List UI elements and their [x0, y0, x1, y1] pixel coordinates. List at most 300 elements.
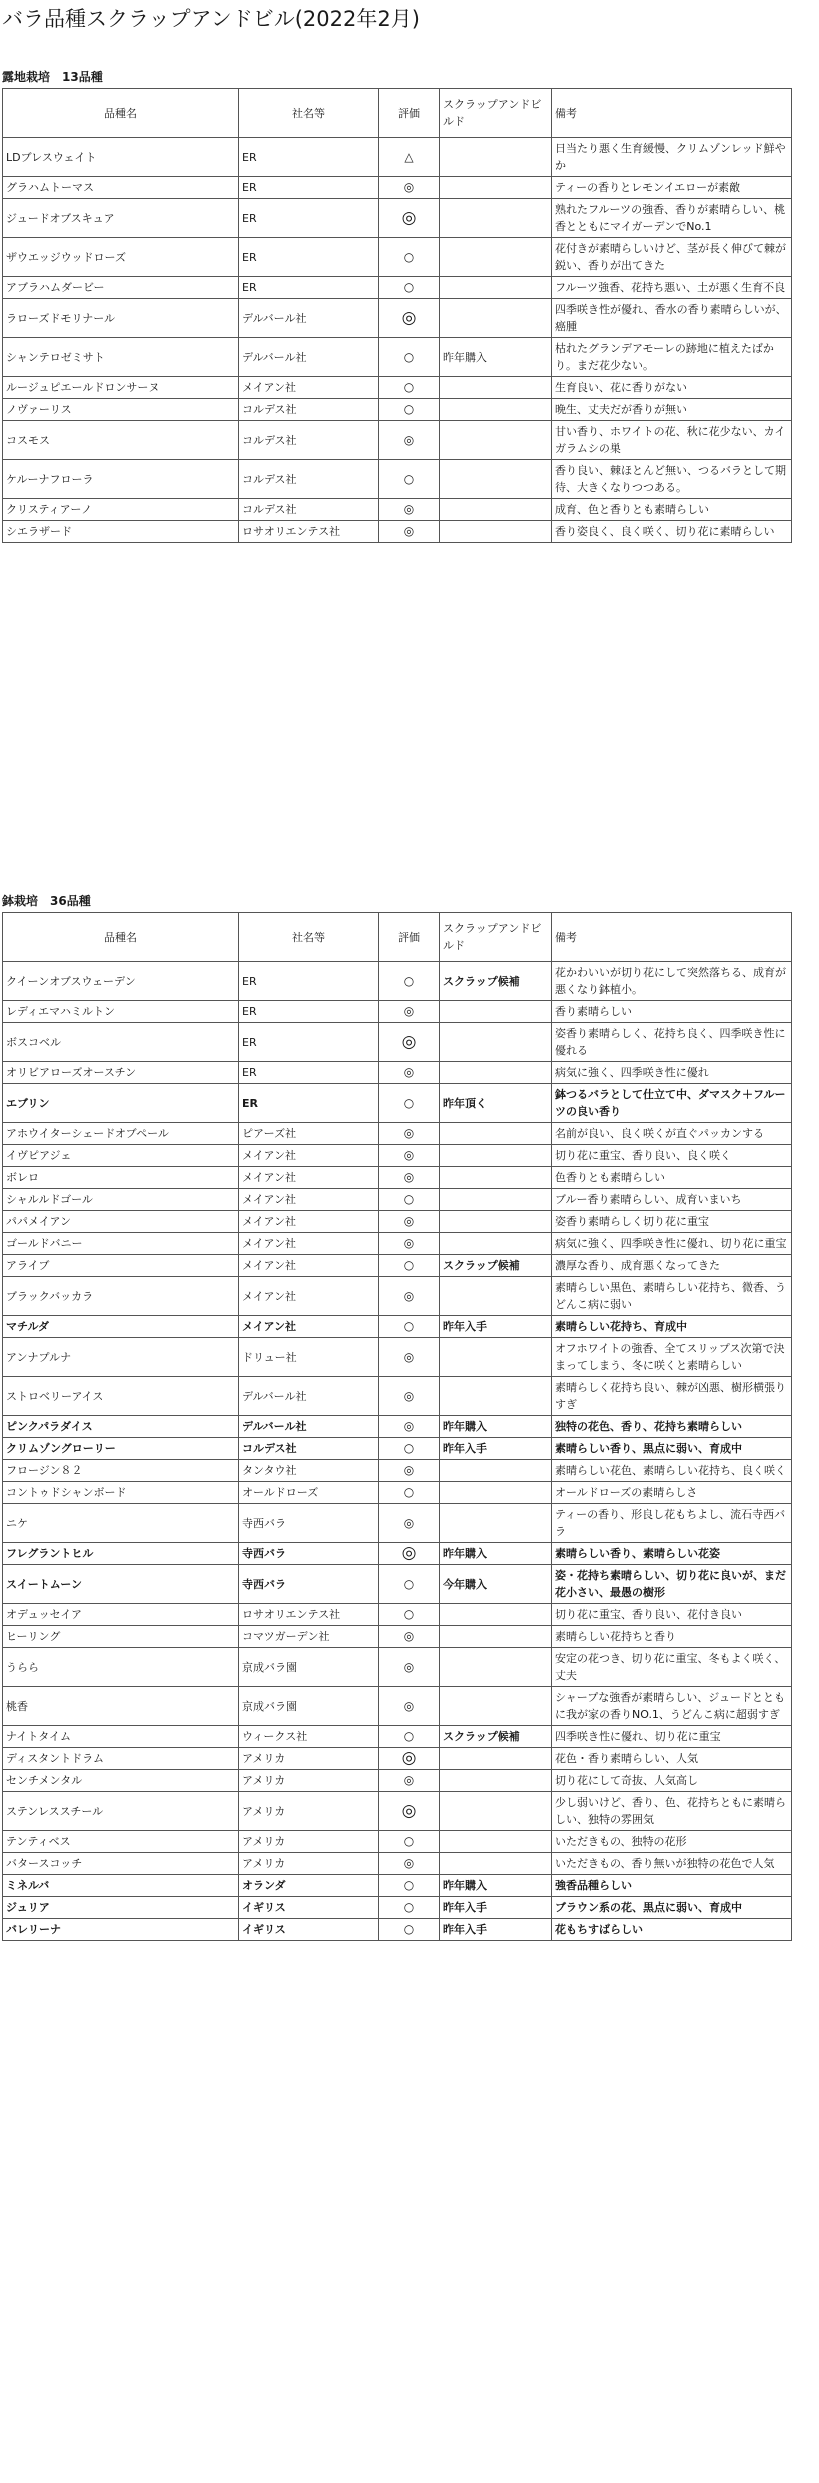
- rating-cell: ○: [379, 460, 440, 499]
- table-row: [3, 1648, 792, 1687]
- note-cell: ティーの香り、形良し花もちよし、流石寺西バラ: [552, 1504, 792, 1543]
- rating-cell: ◎: [379, 1648, 440, 1687]
- section-heading-outdoor: 露地栽培 13品種: [2, 70, 103, 84]
- note-cell: 素晴らしい花色、素晴らしい花持ち、良く咲く: [552, 1460, 792, 1482]
- note-cell: 濃厚な香り、成育悪くなってきた: [552, 1255, 792, 1277]
- rating-cell: ◎: [379, 1748, 440, 1770]
- table-row: [3, 421, 792, 460]
- table-row: [3, 1062, 792, 1084]
- outdoor-roses-table: [2, 88, 792, 543]
- variety-name-cell: コスモス: [3, 421, 239, 460]
- scrap-status-cell: [440, 1770, 552, 1792]
- company-cell: アメリカ: [239, 1748, 379, 1770]
- variety-name-cell: LDブレスウェイト: [3, 138, 239, 177]
- company-cell: コルデス社: [239, 421, 379, 460]
- company-cell: メイアン社: [239, 1189, 379, 1211]
- variety-name-cell: フレグラントヒル: [3, 1543, 239, 1565]
- company-cell: 京成バラ園: [239, 1648, 379, 1687]
- rating-cell: △: [379, 138, 440, 177]
- header-notes: 備考: [552, 89, 792, 138]
- rating-cell: ◎: [379, 1233, 440, 1255]
- table-row: [3, 1189, 792, 1211]
- variety-name-cell: アブラハムダービー: [3, 277, 239, 299]
- rating-cell: ◎: [379, 1792, 440, 1831]
- variety-name-cell: ゴールドバニー: [3, 1233, 239, 1255]
- header-rating: 評価: [379, 913, 440, 962]
- table-row: [3, 1316, 792, 1338]
- variety-name-cell: クリムゾングローリー: [3, 1438, 239, 1460]
- rating-cell: ◎: [379, 1167, 440, 1189]
- scrap-status-cell: 昨年頂く: [440, 1084, 552, 1123]
- table-row: [3, 1626, 792, 1648]
- scrap-status-cell: [440, 1023, 552, 1062]
- variety-name-cell: マチルダ: [3, 1316, 239, 1338]
- company-cell: タンタウ社: [239, 1460, 379, 1482]
- rating-cell: ◎: [379, 1338, 440, 1377]
- company-cell: コルデス社: [239, 460, 379, 499]
- table-row: [3, 177, 792, 199]
- variety-name-cell: テンティベス: [3, 1831, 239, 1853]
- variety-name-cell: ニケ: [3, 1504, 239, 1543]
- scrap-status-cell: [440, 1831, 552, 1853]
- note-cell: シャープな強香が素晴らしい、ジュードとともに我が家の香りNO.1、うどんこ病に超弱すぎ: [552, 1687, 792, 1726]
- table-row: [3, 138, 792, 177]
- variety-name-cell: シエラザード: [3, 521, 239, 543]
- company-cell: 寺西バラ: [239, 1565, 379, 1604]
- table-row: [3, 1726, 792, 1748]
- scrap-status-cell: [440, 277, 552, 299]
- scrap-status-cell: [440, 1853, 552, 1875]
- scrap-status-cell: 昨年入手: [440, 1316, 552, 1338]
- variety-name-cell: バタースコッチ: [3, 1853, 239, 1875]
- table-row: [3, 1123, 792, 1145]
- note-cell: ブラウン系の花、黒点に弱い、育成中: [552, 1897, 792, 1919]
- variety-name-cell: レディエマハミルトン: [3, 1001, 239, 1023]
- variety-name-cell: ケルーナフローラ: [3, 460, 239, 499]
- rating-cell: ◎: [379, 199, 440, 238]
- table-row: [3, 1853, 792, 1875]
- variety-name-cell: クリスティアーノ: [3, 499, 239, 521]
- table-row: [3, 1897, 792, 1919]
- rating-cell: ◎: [379, 421, 440, 460]
- table-row: [3, 238, 792, 277]
- scrap-status-cell: [440, 299, 552, 338]
- note-cell: 甘い香り、ホワイトの花、秋に花少ない、カイガラムシの巣: [552, 421, 792, 460]
- company-cell: オランダ: [239, 1875, 379, 1897]
- table-row: [3, 1438, 792, 1460]
- company-cell: ER: [239, 1001, 379, 1023]
- rating-cell: ◎: [379, 499, 440, 521]
- company-cell: ピアーズ社: [239, 1123, 379, 1145]
- note-cell: 熟れたフルーツの強香、香りが素晴らしい、桃香とともにマイガーデンでNo.1: [552, 199, 792, 238]
- variety-name-cell: ディスタントドラム: [3, 1748, 239, 1770]
- table-row: [3, 1023, 792, 1062]
- note-cell: 素晴らしく花持ち良い、棘が凶悪、樹形横張りすぎ: [552, 1377, 792, 1416]
- company-cell: イギリス: [239, 1897, 379, 1919]
- table-row: [3, 1145, 792, 1167]
- variety-name-cell: スイートムーン: [3, 1565, 239, 1604]
- note-cell: 香り姿良く、良く咲く、切り花に素晴らしい: [552, 521, 792, 543]
- note-cell: 香り良い、棘ほとんど無い、つるバラとして期待、大きくなりつつある。: [552, 460, 792, 499]
- table-row: [3, 277, 792, 299]
- company-cell: ER: [239, 277, 379, 299]
- rating-cell: ○: [379, 1316, 440, 1338]
- company-cell: デルバール社: [239, 1416, 379, 1438]
- company-cell: コルデス社: [239, 1438, 379, 1460]
- rating-cell: ◎: [379, 1001, 440, 1023]
- rating-cell: ○: [379, 399, 440, 421]
- note-cell: 名前が良い、良く咲くが直ぐパッカンする: [552, 1123, 792, 1145]
- note-cell: いただきもの、独特の花形: [552, 1831, 792, 1853]
- variety-name-cell: ジュードオブスキュア: [3, 199, 239, 238]
- company-cell: 寺西バラ: [239, 1504, 379, 1543]
- scrap-status-cell: [440, 1167, 552, 1189]
- rating-cell: ○: [379, 1084, 440, 1123]
- table-row: [3, 1543, 792, 1565]
- variety-name-cell: エブリン: [3, 1084, 239, 1123]
- note-cell: 素晴らしい香り、黒点に弱い、育成中: [552, 1438, 792, 1460]
- company-cell: ER: [239, 1023, 379, 1062]
- company-cell: メイアン社: [239, 1277, 379, 1316]
- potted-roses-table: [2, 912, 792, 1941]
- table-row: [3, 1792, 792, 1831]
- note-cell: 強香品種らしい: [552, 1875, 792, 1897]
- note-cell: ブルー香り素晴らしい、成育いまいち: [552, 1189, 792, 1211]
- variety-name-cell: シャルルドゴール: [3, 1189, 239, 1211]
- company-cell: デルバール社: [239, 299, 379, 338]
- note-cell: 素晴らしい花持ちと香り: [552, 1626, 792, 1648]
- variety-name-cell: ボレロ: [3, 1167, 239, 1189]
- company-cell: ロサオリエンテス社: [239, 521, 379, 543]
- scrap-status-cell: [440, 1748, 552, 1770]
- scrap-status-cell: スクラップ候補: [440, 1726, 552, 1748]
- note-cell: いただきもの、香り無いが独特の花色で人気: [552, 1853, 792, 1875]
- note-cell: 花もちすばらしい: [552, 1919, 792, 1941]
- variety-name-cell: オデュッセイア: [3, 1604, 239, 1626]
- note-cell: 枯れたグランデアモーレの跡地に植えたばかり。まだ花少ない。: [552, 338, 792, 377]
- table-row: [3, 377, 792, 399]
- scrap-status-cell: [440, 377, 552, 399]
- variety-name-cell: ルージュピエールドロンサーヌ: [3, 377, 239, 399]
- table-header-row: [3, 913, 792, 962]
- rating-cell: ◎: [379, 521, 440, 543]
- variety-name-cell: バレリーナ: [3, 1919, 239, 1941]
- company-cell: アメリカ: [239, 1792, 379, 1831]
- rating-cell: ○: [379, 277, 440, 299]
- company-cell: ER: [239, 138, 379, 177]
- scrap-status-cell: [440, 421, 552, 460]
- variety-name-cell: コントゥドシャンボード: [3, 1482, 239, 1504]
- variety-name-cell: ピンクパラダイス: [3, 1416, 239, 1438]
- note-cell: 姿香り素晴らしく切り花に重宝: [552, 1211, 792, 1233]
- table-row: [3, 1084, 792, 1123]
- header-company: 社名等: [239, 913, 379, 962]
- rating-cell: ◎: [379, 1377, 440, 1416]
- table-row: [3, 1416, 792, 1438]
- header-scrap-build: スクラップアンドビルド: [440, 89, 552, 138]
- rating-cell: ◎: [379, 1123, 440, 1145]
- table-row: [3, 1919, 792, 1941]
- company-cell: デルバール社: [239, 338, 379, 377]
- section-heading-pots: 鉢栽培 36品種: [2, 894, 91, 908]
- table-row: [3, 460, 792, 499]
- note-cell: ティーの香りとレモンイエローが素敵: [552, 177, 792, 199]
- company-cell: メイアン社: [239, 1255, 379, 1277]
- company-cell: アメリカ: [239, 1770, 379, 1792]
- note-cell: 切り花にして奇抜、人気高し: [552, 1770, 792, 1792]
- scrap-status-cell: スクラップ候補: [440, 1255, 552, 1277]
- note-cell: 晩生、丈夫だが香りが無い: [552, 399, 792, 421]
- rating-cell: ○: [379, 338, 440, 377]
- company-cell: コマツガーデン社: [239, 1626, 379, 1648]
- header-variety: 品種名: [3, 89, 239, 138]
- scrap-status-cell: 今年購入: [440, 1565, 552, 1604]
- table-header-row: [3, 89, 792, 138]
- company-cell: 寺西バラ: [239, 1543, 379, 1565]
- scrap-status-cell: 昨年購入: [440, 1416, 552, 1438]
- table-row: [3, 1167, 792, 1189]
- table-row: [3, 1277, 792, 1316]
- variety-name-cell: ブラックバッカラ: [3, 1277, 239, 1316]
- scrap-status-cell: 昨年入手: [440, 1897, 552, 1919]
- scrap-status-cell: 昨年購入: [440, 1875, 552, 1897]
- rating-cell: ◎: [379, 1543, 440, 1565]
- scrap-status-cell: [440, 1792, 552, 1831]
- table-row: [3, 1748, 792, 1770]
- scrap-status-cell: [440, 399, 552, 421]
- scrap-status-cell: [440, 1001, 552, 1023]
- variety-name-cell: クイーンオブスウェーデン: [3, 962, 239, 1001]
- company-cell: ロサオリエンテス社: [239, 1604, 379, 1626]
- scrap-status-cell: [440, 177, 552, 199]
- note-cell: 四季咲き性に優れ、切り花に重宝: [552, 1726, 792, 1748]
- table-row: [3, 1770, 792, 1792]
- note-cell: 切り花に重宝、香り良い、花付き良い: [552, 1604, 792, 1626]
- company-cell: コルデス社: [239, 499, 379, 521]
- note-cell: 香り素晴らしい: [552, 1001, 792, 1023]
- rating-cell: ○: [379, 962, 440, 1001]
- scrap-status-cell: [440, 1233, 552, 1255]
- rating-cell: ◎: [379, 1687, 440, 1726]
- table-row: [3, 1687, 792, 1726]
- rating-cell: ○: [379, 1875, 440, 1897]
- scrap-status-cell: スクラップ候補: [440, 962, 552, 1001]
- company-cell: ER: [239, 238, 379, 277]
- variety-name-cell: ミネルバ: [3, 1875, 239, 1897]
- scrap-status-cell: [440, 1504, 552, 1543]
- variety-name-cell: ジュリア: [3, 1897, 239, 1919]
- rating-cell: ◎: [379, 1277, 440, 1316]
- header-notes: 備考: [552, 913, 792, 962]
- company-cell: オールドローズ: [239, 1482, 379, 1504]
- variety-name-cell: うらら: [3, 1648, 239, 1687]
- table-row: [3, 1831, 792, 1853]
- rating-cell: ◎: [379, 299, 440, 338]
- variety-name-cell: フロージン８２: [3, 1460, 239, 1482]
- table-row: [3, 1482, 792, 1504]
- table-row: [3, 299, 792, 338]
- note-cell: フルーツ強香、花持ち悪い、土が悪く生育不良: [552, 277, 792, 299]
- header-company: 社名等: [239, 89, 379, 138]
- rating-cell: ◎: [379, 1416, 440, 1438]
- header-scrap-build: スクラップアンドビルド: [440, 913, 552, 962]
- header-rating: 評価: [379, 89, 440, 138]
- table-row: [3, 1233, 792, 1255]
- scrap-status-cell: [440, 1626, 552, 1648]
- scrap-status-cell: [440, 199, 552, 238]
- rating-cell: ◎: [379, 177, 440, 199]
- table-row: [3, 1565, 792, 1604]
- company-cell: ER: [239, 1062, 379, 1084]
- note-cell: 花色・香り素晴らしい、人気: [552, 1748, 792, 1770]
- rating-cell: ◎: [379, 1460, 440, 1482]
- table-row: [3, 1504, 792, 1543]
- company-cell: 京成バラ園: [239, 1687, 379, 1726]
- variety-name-cell: グラハムトーマス: [3, 177, 239, 199]
- company-cell: ER: [239, 1084, 379, 1123]
- table-row: [3, 1001, 792, 1023]
- note-cell: 病気に強く、四季咲き性に優れ、切り花に重宝: [552, 1233, 792, 1255]
- note-cell: 少し弱いけど、香り、色、花持ちともに素晴らしい、独特の雰囲気: [552, 1792, 792, 1831]
- rating-cell: ◎: [379, 1211, 440, 1233]
- company-cell: ER: [239, 177, 379, 199]
- scrap-status-cell: [440, 1687, 552, 1726]
- variety-name-cell: アホウイターシェードオブペール: [3, 1123, 239, 1145]
- variety-name-cell: センチメンタル: [3, 1770, 239, 1792]
- table-row: [3, 1338, 792, 1377]
- note-cell: 素晴らしい花持ち、育成中: [552, 1316, 792, 1338]
- rating-cell: ○: [379, 377, 440, 399]
- scrap-status-cell: [440, 521, 552, 543]
- rating-cell: ○: [379, 1482, 440, 1504]
- company-cell: イギリス: [239, 1919, 379, 1941]
- variety-name-cell: ザウエッジウッドローズ: [3, 238, 239, 277]
- variety-name-cell: ノヴァーリス: [3, 399, 239, 421]
- rating-cell: ○: [379, 1726, 440, 1748]
- note-cell: 姿・花持ち素晴らしい、切り花に良いが、まだ花小さい、最愚の樹形: [552, 1565, 792, 1604]
- scrap-status-cell: [440, 1062, 552, 1084]
- scrap-status-cell: 昨年入手: [440, 1438, 552, 1460]
- rating-cell: ○: [379, 1255, 440, 1277]
- company-cell: メイアン社: [239, 1233, 379, 1255]
- table-row: [3, 199, 792, 238]
- table-row: [3, 499, 792, 521]
- company-cell: メイアン社: [239, 1316, 379, 1338]
- scrap-status-cell: [440, 238, 552, 277]
- rating-cell: ○: [379, 1438, 440, 1460]
- table-row: [3, 1255, 792, 1277]
- note-cell: 姿香り素晴らしく、花持ち良く、四季咲き性に優れる: [552, 1023, 792, 1062]
- rating-cell: ○: [379, 1189, 440, 1211]
- company-cell: ドリュー社: [239, 1338, 379, 1377]
- variety-name-cell: ストロベリーアイス: [3, 1377, 239, 1416]
- variety-name-cell: アライブ: [3, 1255, 239, 1277]
- scrap-status-cell: [440, 1338, 552, 1377]
- rating-cell: ○: [379, 238, 440, 277]
- rating-cell: ○: [379, 1604, 440, 1626]
- scrap-status-cell: 昨年購入: [440, 1543, 552, 1565]
- scrap-status-cell: [440, 499, 552, 521]
- rating-cell: ◎: [379, 1770, 440, 1792]
- company-cell: ウィークス社: [239, 1726, 379, 1748]
- scrap-status-cell: [440, 1482, 552, 1504]
- scrap-status-cell: 昨年購入: [440, 338, 552, 377]
- note-cell: 独特の花色、香り、花持ち素晴らしい: [552, 1416, 792, 1438]
- table-row: [3, 1377, 792, 1416]
- variety-name-cell: ステンレススチール: [3, 1792, 239, 1831]
- variety-name-cell: イヴピアジェ: [3, 1145, 239, 1167]
- note-cell: 素晴らしい黒色、素晴らしい花持ち、微香、うどんこ病に弱い: [552, 1277, 792, 1316]
- variety-name-cell: ボスコベル: [3, 1023, 239, 1062]
- variety-name-cell: パパメイアン: [3, 1211, 239, 1233]
- note-cell: 鉢つるバラとして仕立て中、ダマスク＋フルーツの良い香り: [552, 1084, 792, 1123]
- scrap-status-cell: [440, 1211, 552, 1233]
- note-cell: 花付きが素晴らしいけど、茎が長く伸びて棘が鋭い、香りが出てきた: [552, 238, 792, 277]
- rating-cell: ◎: [379, 1853, 440, 1875]
- scrap-status-cell: [440, 1648, 552, 1687]
- note-cell: 安定の花つき、切り花に重宝、冬もよく咲く、丈夫: [552, 1648, 792, 1687]
- table-row: [3, 1604, 792, 1626]
- variety-name-cell: オリビアローズオースチン: [3, 1062, 239, 1084]
- note-cell: 成育、色と香りとも素晴らしい: [552, 499, 792, 521]
- header-variety: 品種名: [3, 913, 239, 962]
- company-cell: ER: [239, 962, 379, 1001]
- scrap-status-cell: [440, 1460, 552, 1482]
- note-cell: 色香りとも素晴らしい: [552, 1167, 792, 1189]
- scrap-status-cell: 昨年入手: [440, 1919, 552, 1941]
- scrap-status-cell: [440, 1123, 552, 1145]
- company-cell: コルデス社: [239, 399, 379, 421]
- page-title: バラ品種スクラップアンドビル(2022年2月): [2, 7, 420, 31]
- scrap-status-cell: [440, 460, 552, 499]
- company-cell: アメリカ: [239, 1831, 379, 1853]
- rating-cell: ○: [379, 1831, 440, 1853]
- table-row: [3, 521, 792, 543]
- scrap-status-cell: [440, 138, 552, 177]
- note-cell: 四季咲き性が優れ、香水の香り素晴らしいが、癌腫: [552, 299, 792, 338]
- note-cell: オールドローズの素晴らしさ: [552, 1482, 792, 1504]
- variety-name-cell: アンナプルナ: [3, 1338, 239, 1377]
- scrap-status-cell: [440, 1604, 552, 1626]
- note-cell: 切り花に重宝、香り良い、良く咲く: [552, 1145, 792, 1167]
- variety-name-cell: ヒーリング: [3, 1626, 239, 1648]
- scrap-status-cell: [440, 1189, 552, 1211]
- note-cell: 病気に強く、四季咲き性に優れ: [552, 1062, 792, 1084]
- rating-cell: ◎: [379, 1504, 440, 1543]
- rating-cell: ◎: [379, 1062, 440, 1084]
- variety-name-cell: シャンテロゼミサト: [3, 338, 239, 377]
- company-cell: メイアン社: [239, 377, 379, 399]
- scrap-status-cell: [440, 1145, 552, 1167]
- table-row: [3, 338, 792, 377]
- variety-name-cell: ナイトタイム: [3, 1726, 239, 1748]
- company-cell: メイアン社: [239, 1145, 379, 1167]
- table-row: [3, 1875, 792, 1897]
- company-cell: メイアン社: [239, 1211, 379, 1233]
- rating-cell: ○: [379, 1919, 440, 1941]
- company-cell: アメリカ: [239, 1853, 379, 1875]
- scrap-status-cell: [440, 1277, 552, 1316]
- note-cell: 日当たり悪く生育緩慢、クリムゾンレッド鮮やか: [552, 138, 792, 177]
- table-row: [3, 962, 792, 1001]
- table-row: [3, 1460, 792, 1482]
- scrap-status-cell: [440, 1377, 552, 1416]
- variety-name-cell: 桃香: [3, 1687, 239, 1726]
- rating-cell: ◎: [379, 1145, 440, 1167]
- company-cell: メイアン社: [239, 1167, 379, 1189]
- note-cell: オフホワイトの強香、全てスリップス次第で決まってしまう、冬に咲くと素晴らしい: [552, 1338, 792, 1377]
- table-row: [3, 1211, 792, 1233]
